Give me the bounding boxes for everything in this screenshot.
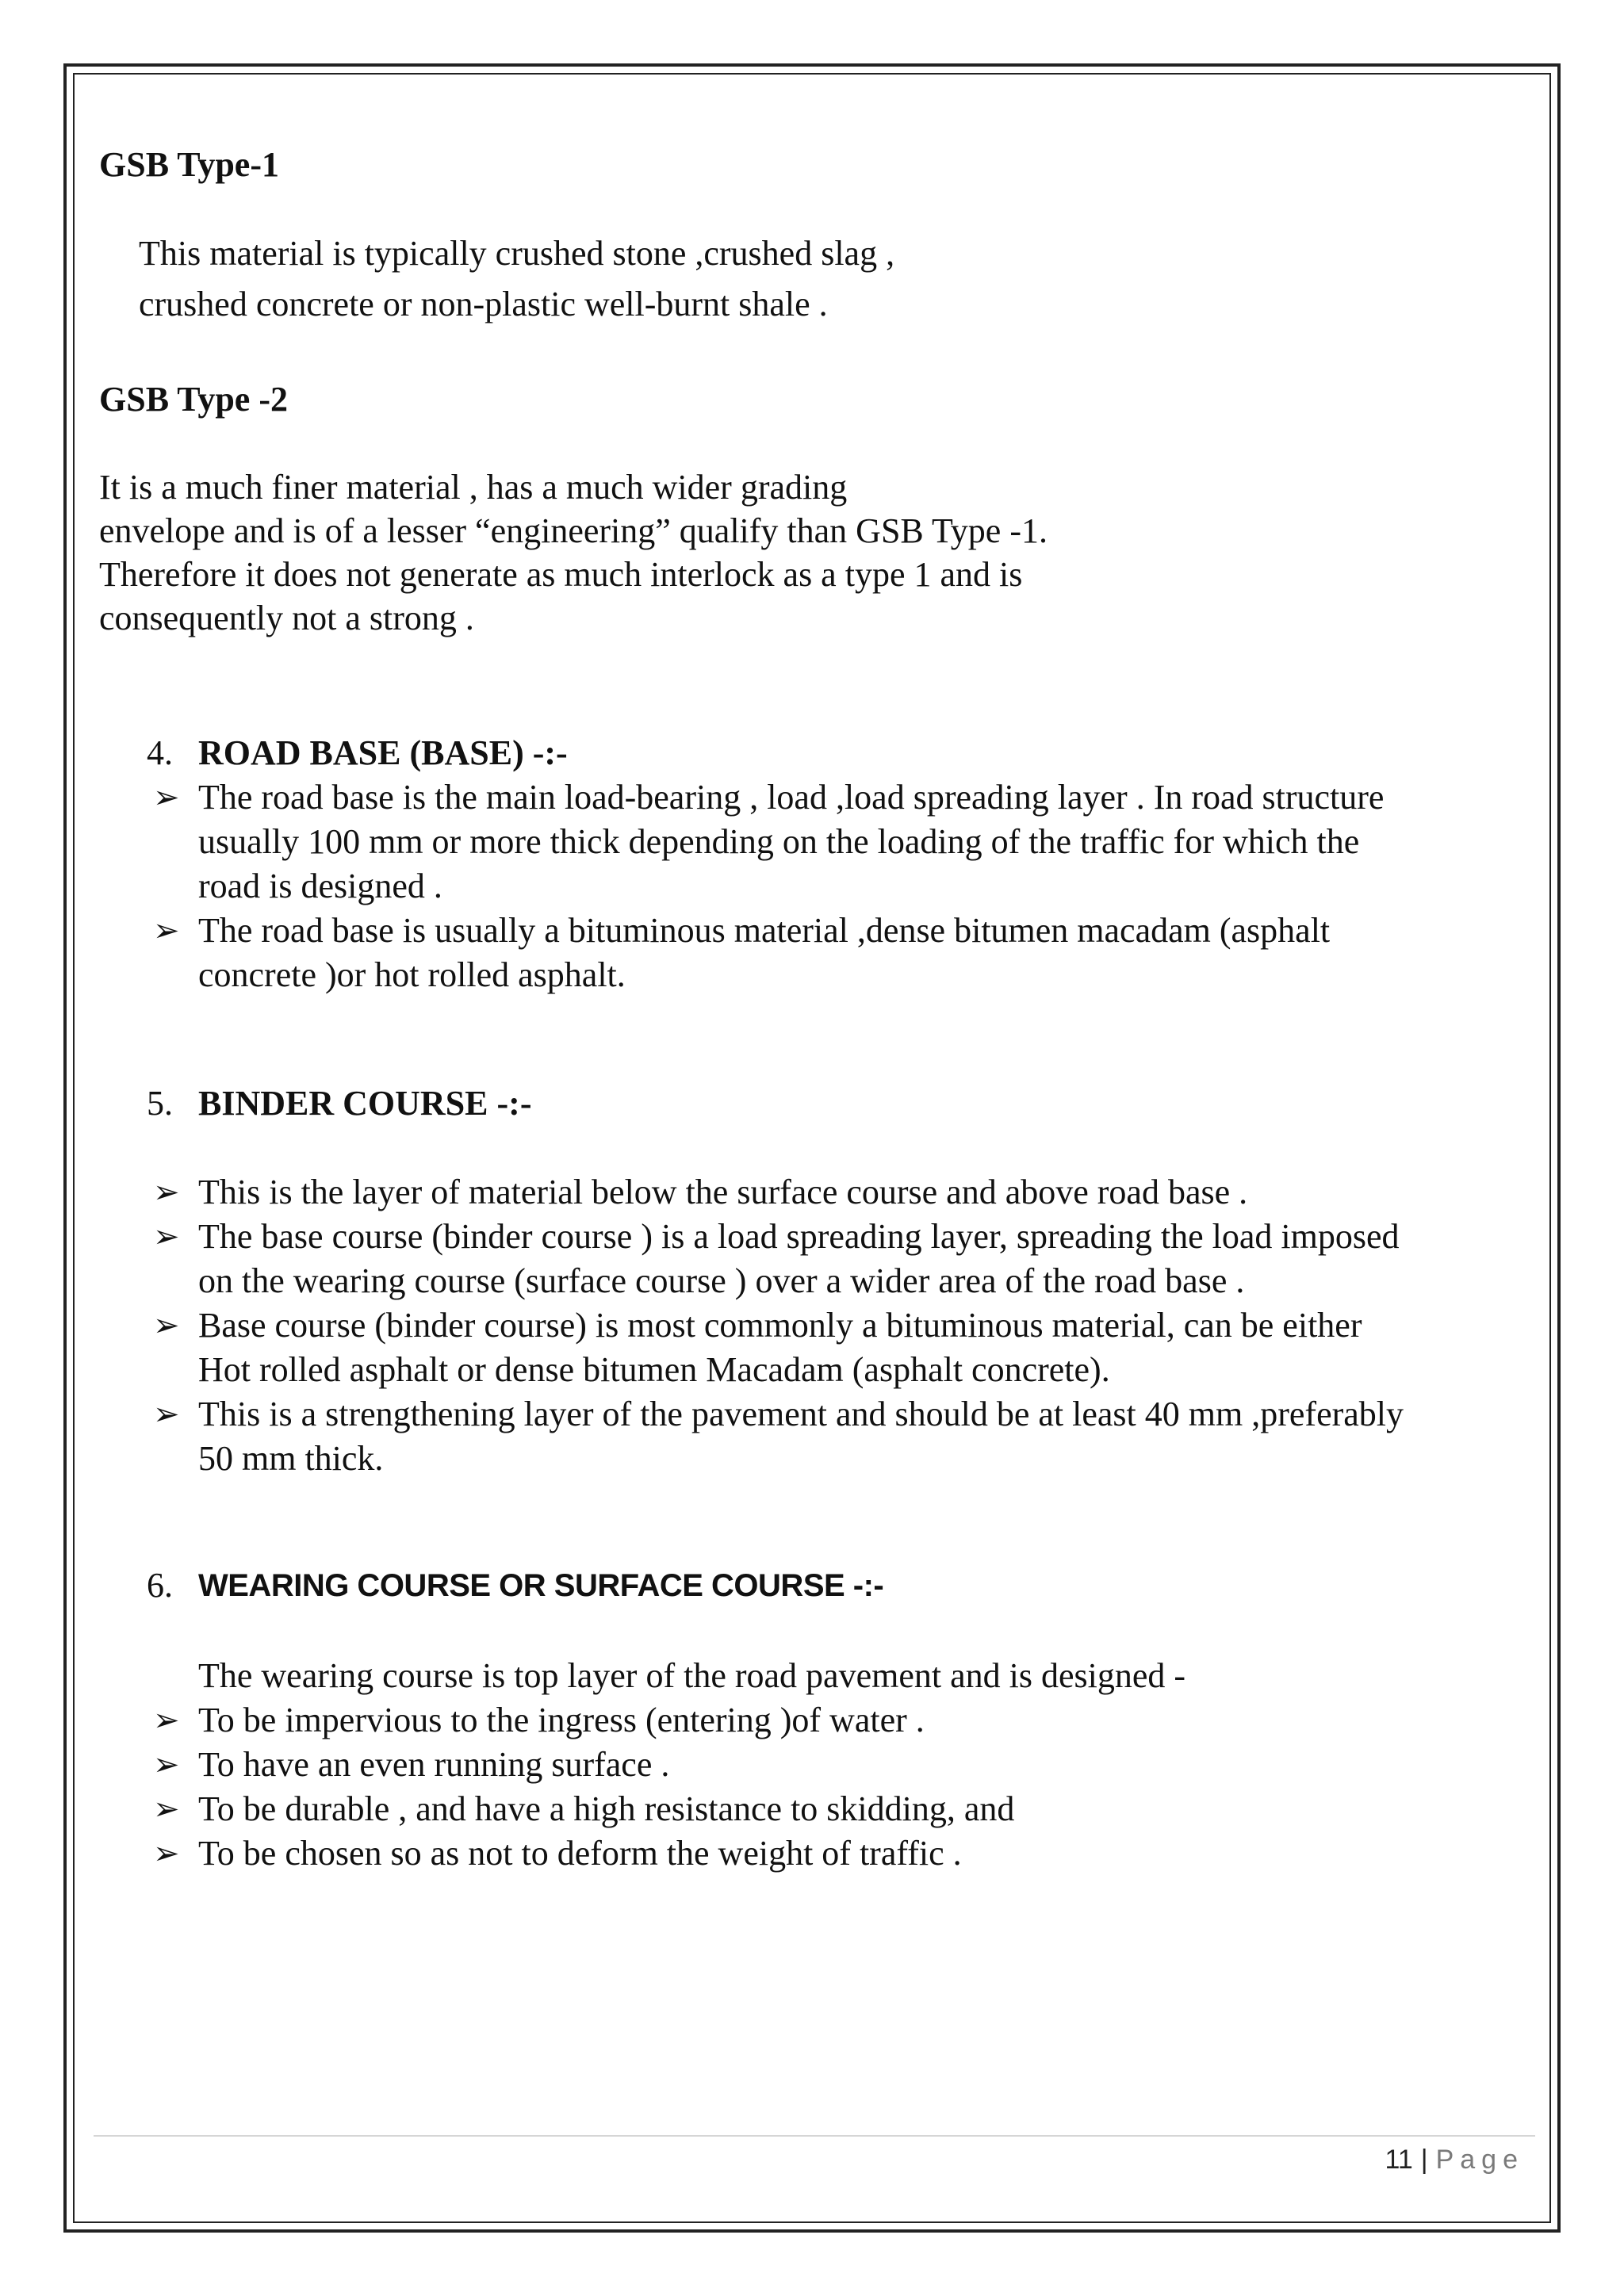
footer-rule <box>94 2135 1535 2137</box>
section-5-bullet-1-line-1: This is the layer of material below the surface course and above road base . <box>198 1173 1248 1211</box>
section-5-bullet-2-line-1: The base course (binder course ) is a load spreading layer, spreading the load imposed <box>198 1217 1400 1256</box>
footer-separator: | <box>1420 2145 1428 2175</box>
page-border-inner <box>73 73 1551 2223</box>
page-label: Page <box>1435 2145 1524 2175</box>
section-5-number: 5. <box>147 1084 173 1123</box>
section-6-bullet-3: To be durable , and have a high resistance to skidding, and <box>198 1789 1015 1828</box>
gsb2-line-1: It is a much finer material , has a much wider grading <box>99 468 848 507</box>
gsb1-line-2: crushed concrete or non-plastic well-burnt shale . <box>139 285 828 323</box>
section-4-number: 4. <box>147 733 173 772</box>
section-6-bullet-4: To be chosen so as not to deform the weight of traffic . <box>198 1834 962 1873</box>
section-5-bullet-3-line-2: Hot rolled asphalt or dense bitumen Macadam (asphalt concrete). <box>198 1350 1110 1389</box>
section-4-bullet-2-line-2: concrete )or hot rolled asphalt. <box>198 955 626 994</box>
gsb2-line-3: Therefore it does not generate as much interlock as a type 1 and is <box>99 555 1023 594</box>
section-5-bullet-4-line-1: This is a strengthening layer of the pavement and should be at least 40 mm ,preferably <box>198 1395 1404 1433</box>
section-5-bullet-2-line-2: on the wearing course (surface course ) over a wider area of the road base . <box>198 1261 1245 1300</box>
bullet-arrow-icon: ➢ <box>153 1702 180 1738</box>
bullet-arrow-icon: ➢ <box>153 779 180 815</box>
section-5-bullet-4-line-2: 50 mm thick. <box>198 1439 384 1478</box>
bullet-arrow-icon: ➢ <box>153 1219 180 1254</box>
bullet-arrow-icon: ➢ <box>153 1747 180 1782</box>
gsb1-heading: GSB Type-1 <box>99 145 279 184</box>
section-4-bullet-2-line-1: The road base is usually a bituminous material ,dense bitumen macadam (asphalt <box>198 911 1331 950</box>
bullet-arrow-icon: ➢ <box>153 1835 180 1871</box>
section-6-number: 6. <box>147 1566 173 1605</box>
section-6-bullet-1: To be impervious to the ingress (entering )of water . <box>198 1701 925 1739</box>
page-number: 11 <box>1385 2145 1413 2175</box>
section-6-intro: The wearing course is top layer of the road pavement and is designed - <box>198 1656 1186 1695</box>
gsb1-line-1: This material is typically crushed stone ,crushed slag , <box>139 234 895 273</box>
section-6-bullet-2: To have an even running surface . <box>198 1745 670 1784</box>
bullet-arrow-icon: ➢ <box>153 913 180 948</box>
section-5-title: BINDER COURSE -:- <box>198 1084 532 1123</box>
section-4-bullet-1-line-3: road is designed . <box>198 867 442 905</box>
section-4-bullet-1-line-1: The road base is the main load-bearing , load ,load spreading layer . In road structure <box>198 778 1385 817</box>
section-4-title: ROAD BASE (BASE) -:- <box>198 733 568 772</box>
page-footer <box>1385 2145 1524 2175</box>
gsb2-heading: GSB Type -2 <box>99 380 288 419</box>
bullet-arrow-icon: ➢ <box>153 1307 180 1343</box>
gsb2-line-2: envelope and is of a lesser “engineering” qualify than GSB Type -1. <box>99 511 1048 550</box>
bullet-arrow-icon: ➢ <box>153 1174 180 1210</box>
bullet-arrow-icon: ➢ <box>153 1396 180 1432</box>
gsb2-line-4: consequently not a strong . <box>99 599 474 637</box>
section-5-bullet-3-line-1: Base course (binder course) is most commonly a bituminous material, can be either <box>198 1306 1362 1345</box>
bullet-arrow-icon: ➢ <box>153 1791 180 1827</box>
section-4-bullet-1-line-2: usually 100 mm or more thick depending on the loading of the traffic for which the <box>198 822 1360 861</box>
section-6-title: WEARING COURSE OR SURFACE COURSE -:- <box>198 1568 884 1603</box>
